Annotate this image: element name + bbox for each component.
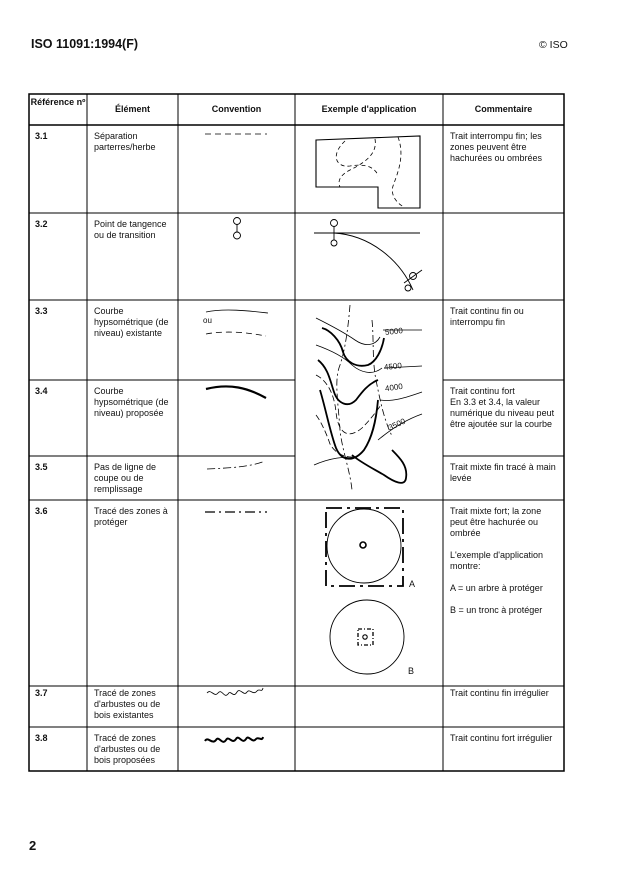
header-comment: Commentaire — [474, 104, 533, 114]
example-protected-zones — [326, 508, 404, 674]
convention-thick-solid — [206, 386, 266, 398]
row-element: Courbe hypsométrique (de niveau) existante — [94, 306, 169, 338]
example-label-b: B — [408, 666, 415, 676]
example-lawn-separation — [316, 136, 420, 208]
row-comment: Trait interrompu fin; les zones peuvent être hachurées ou ombrées — [450, 131, 543, 163]
row-comment: Trait mixte fort; la zone peut être hachurée ou ombrée L'exemple d'application montre: A = un arbre à protéger B = un tronc à protéger — [450, 506, 543, 615]
document-id: ISO 11091:1994(F) — [31, 37, 139, 51]
row-comment: Trait continu fort En 3.3 et 3.4, la valeur numérique du niveau peut être ajoutée sur la courbe — [450, 386, 555, 429]
row-ref: 3.2 — [35, 219, 48, 229]
row-ref: 3.7 — [35, 688, 48, 698]
row-element: Courbe hypsométrique (de niveau) proposée — [94, 386, 169, 418]
convention-thick-irregular — [205, 737, 263, 742]
row-comment: Trait continu fin ou interrompu fin — [450, 306, 524, 327]
level-label-5000: 5000 — [384, 326, 404, 337]
convention-thin-dashdot — [207, 461, 265, 469]
row-element: Séparation parterres/herbe — [94, 131, 156, 152]
row-element: Tracé de zones d'arbustes ou de bois proposées — [94, 733, 161, 765]
convention-thin-dashed — [206, 332, 266, 336]
row-comment: Trait continu fin irrégulier — [450, 688, 549, 698]
table-border — [29, 94, 564, 771]
row-element: Tracé des zones à protéger — [94, 506, 168, 527]
header-convention: Convention — [211, 104, 262, 114]
copyright: © ISO — [539, 39, 568, 51]
row-ref: 3.5 — [35, 462, 48, 472]
convention-or-label: ou — [203, 316, 212, 325]
row-comment: Trait continu fort irrégulier — [450, 733, 553, 743]
example-tangent-point — [314, 220, 422, 292]
convention-tangent-point — [234, 218, 241, 240]
row-ref: 3.3 — [35, 306, 48, 316]
level-label-4000: 4000 — [384, 381, 404, 394]
level-label-4500: 4500 — [383, 361, 403, 372]
example-label-a: A — [409, 579, 416, 589]
row-comment: Trait mixte fin tracé à main levée — [450, 462, 556, 483]
row-ref: 3.8 — [35, 733, 48, 743]
row-element: Tracé de zones d'arbustes ou de bois existantes — [94, 688, 161, 720]
convention-thin-irregular — [207, 688, 263, 695]
header-example: Exemple d'application — [321, 104, 417, 114]
row-ref: 3.6 — [35, 506, 48, 516]
row-element: Pas de ligne de coupe ou de remplissage — [94, 462, 157, 494]
level-label-3500: 3500 — [386, 416, 407, 433]
row-element: Point de tangence ou de transition — [94, 219, 167, 240]
header-element: Élément — [114, 104, 150, 114]
row-ref: 3.4 — [35, 386, 48, 396]
convention-thin-solid — [206, 310, 268, 313]
page-number: 2 — [29, 838, 37, 853]
example-contour-lines — [314, 305, 422, 490]
row-ref: 3.1 — [35, 131, 48, 141]
header-reference: Référence nº — [30, 97, 86, 107]
